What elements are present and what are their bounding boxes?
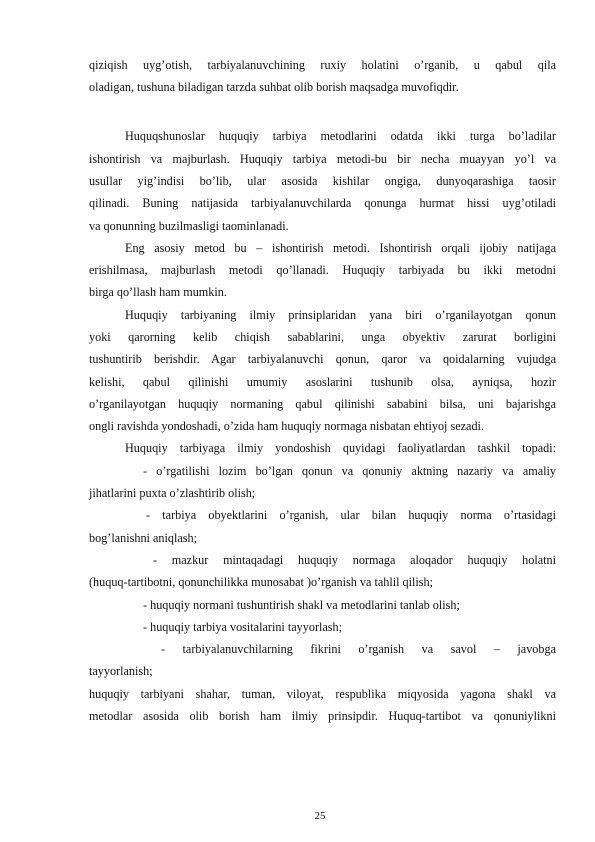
- text-line: tayyorlanish;: [89, 664, 153, 678]
- list-item: - o’rgatilishi lozim bo’lgan qonun va qonuniy aktning nazariy va amaliy: [143, 464, 556, 478]
- list-item: - tarbiya obyektlarini o’rganish, ular bilan huquqiy norma o’rtasidagi: [146, 508, 556, 522]
- text-line: qilinadi. Buning natijasida tarbiyalanuvchilarda qonunga hurmat hissi uyg’otiladi: [89, 196, 556, 210]
- text-line: jihatlarini puxta o’zlashtirib olish;: [89, 486, 256, 500]
- text-line: bog’lanishni aniqlash;: [89, 531, 197, 545]
- text-line: usullar yig’indisi bo’lib, ular asosida kishilar ongiga, dunyoqarashiga taosir: [89, 174, 556, 188]
- page-number: 25: [314, 810, 326, 822]
- text-line: erishilmasa, majburlash metodi qo’llanadi. Huquqiy tarbiyada bu ikki metodni: [89, 263, 556, 277]
- list-item: - huquqiy normani tushuntirish shakl va metodlarini tanlab olish;: [143, 598, 460, 612]
- text-line: Eng asosiy metod bu – ishontirish metodi. Ishontirish orqali ijobiy natijaga: [125, 241, 556, 255]
- text-line: Huquqiy tarbiyaga ilmiy yondoshish quyidagi faoliyatlardan tashkil topadi:: [125, 441, 556, 455]
- list-item: - tarbiyalanuvchilarning fikrini o’rganish va savol – javobga: [161, 642, 556, 656]
- text-line: qiziqish uyg’otish, tarbiyalanuvchining ruxiy holatini o’rganib, u qabul qila: [89, 58, 556, 72]
- text-line: Huquqiy tarbiyaning ilmiy prinsiplaridan yana biri o’rganilayotgan qonun: [125, 308, 556, 322]
- text-line: metodlar asosida olib borish ham ilmiy prinsipdir. Huquq-tartibot va qonuniylikni: [89, 709, 556, 723]
- text-line: huquqiy tarbiyani shahar, tuman, viloyat, respublika miqyosida yagona shakl va: [89, 687, 556, 701]
- text-line: oladigan, tushuna biladigan tarzda suhbat olib borish maqsadga muvofiqdir.: [89, 80, 459, 94]
- text-line: kelishi, qabul qilinishi umumiy asoslarini tushunib olsa, ayniqsa, hozir: [89, 375, 556, 389]
- text-line: birga qo’llash ham mumkin.: [89, 285, 227, 299]
- list-item: - mazkur mintaqadagi huquqiy normaga aloqador huquqiy holatni: [153, 553, 556, 567]
- text-line: ongli ravishda yondoshadi, o’zida ham huquqiy normaga nisbatan ehtiyoj sezadi.: [89, 419, 484, 433]
- text-line: tushuntirib berishdir. Agar tarbiyalanuvchi qonun, qaror va qoidalarning vujudga: [89, 352, 556, 366]
- list-item: - huquqiy tarbiya vositalarini tayyorlash;: [143, 620, 343, 634]
- text-line: o’rganilayotgan huquqiy normaning qabul qilinishi sababini bilsa, uni bajarishga: [89, 397, 556, 411]
- text-line: (huquq-tartibotni, qonunchilikka munosabat )o’rganish va tahlil qilish;: [89, 575, 434, 589]
- text-line: ishontirish va majburlash. Huquqiy tarbiya metodi-bu bir necha muayyan yo’l va: [89, 152, 556, 166]
- text-line: va qonunning buzilmasligi taominlanadi.: [89, 219, 289, 233]
- text-line: yoki qarorning kelib chiqish sabablarini, unga obyektiv zarurat borligini: [89, 330, 556, 344]
- text-line: Huquqshunoslar huquqiy tarbiya metodlarini odatda ikki turga bo’ladilar: [125, 129, 556, 143]
